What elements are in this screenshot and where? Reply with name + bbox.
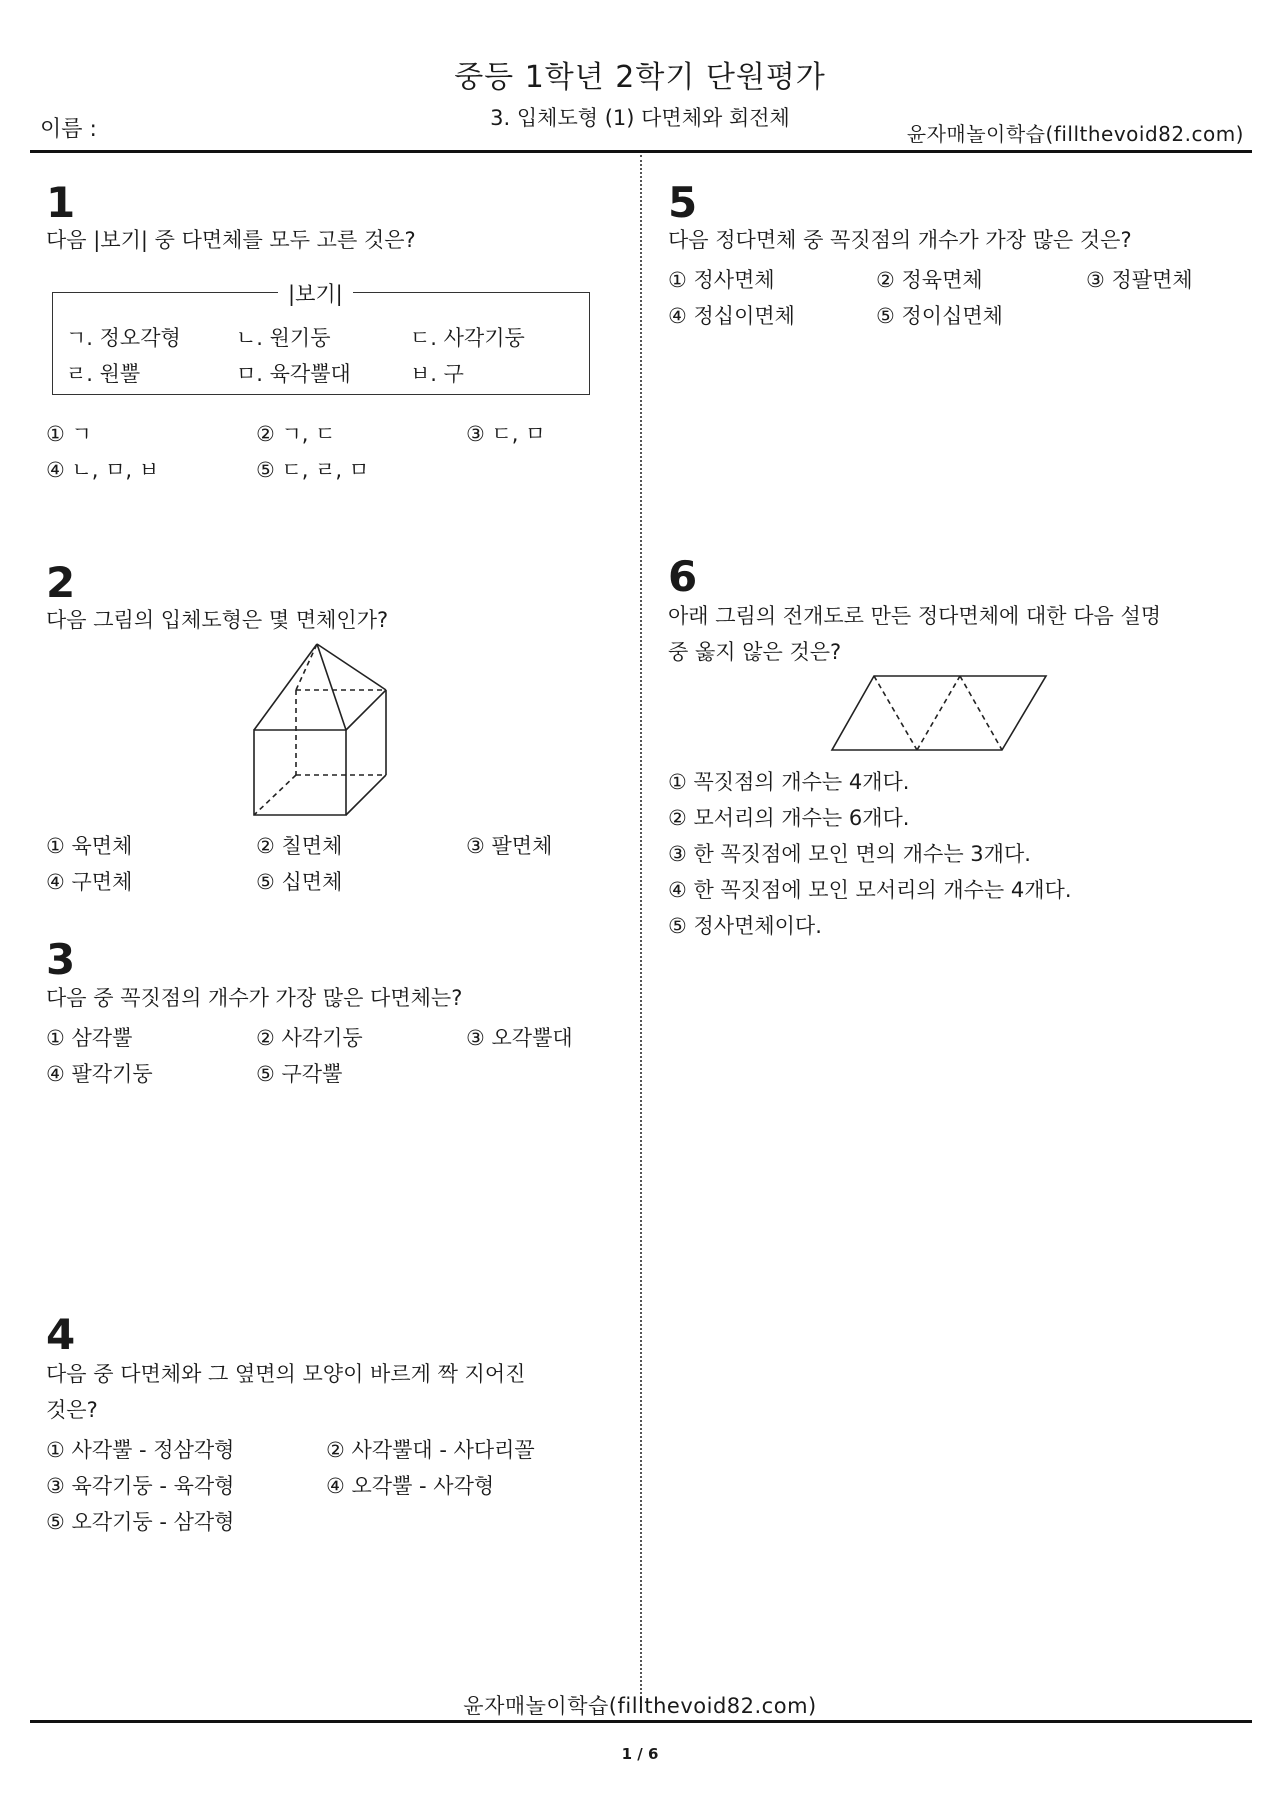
q6-option-1[interactable]: ① 꼭짓점의 개수는 4개다. [668, 770, 910, 794]
q1-bogi-item: ㅂ. 구 [410, 362, 464, 386]
q4-option-3[interactable]: ③ 육각기둥 - 육각형 [46, 1474, 235, 1498]
q3-option-1[interactable]: ① 삼각뿔 [46, 1026, 133, 1050]
q6-option-3[interactable]: ③ 한 꼭짓점에 모인 면의 개수는 3개다. [668, 842, 1031, 866]
q3-option-2[interactable]: ② 사각기둥 [256, 1026, 363, 1050]
q2-option-3[interactable]: ③ 팔면체 [466, 834, 553, 858]
q6-option-2[interactable]: ② 모서리의 개수는 6개다. [668, 806, 910, 830]
q2-option-1[interactable]: ① 육면체 [46, 834, 133, 858]
q6-net-figure [830, 672, 1050, 754]
q1-bogi-title: |보기| [278, 278, 353, 308]
q1-bogi-item: ㄷ. 사각기둥 [410, 326, 525, 350]
q5-option-5[interactable]: ⑤ 정이십면체 [876, 304, 1003, 328]
q2-solid-figure [250, 640, 392, 818]
q2-option-4[interactable]: ④ 구면체 [46, 870, 133, 894]
q5-option-1[interactable]: ① 정사면체 [668, 268, 775, 292]
q1-bogi-item: ㅁ. 육각뿔대 [236, 362, 351, 386]
q5-option-3[interactable]: ③ 정팔면체 [1086, 268, 1193, 292]
q4-text-line1: 다음 중 다면체와 그 옆면의 모양이 바르게 짝 지어진 [46, 1362, 526, 1386]
q1-option-1[interactable]: ① ㄱ [46, 422, 92, 446]
q1-bogi-item: ㄴ. 원기둥 [236, 326, 331, 350]
q5-number: 5 [668, 178, 698, 227]
column-divider [640, 155, 642, 1710]
name-label: 이름 : [40, 117, 97, 142]
page-number: 1 / 6 [621, 1745, 659, 1763]
q3-number: 3 [46, 935, 76, 984]
q1-option-5[interactable]: ⑤ ㄷ, ㄹ, ㅁ [256, 458, 370, 482]
brand-header: 윤자매놀이학습(fillthevoid82.com) [906, 122, 1244, 146]
q1-number: 1 [46, 178, 76, 227]
q3-option-3[interactable]: ③ 오각뿔대 [466, 1026, 573, 1050]
q4-option-2[interactable]: ② 사각뿔대 - 사다리꼴 [326, 1438, 535, 1462]
q2-number: 2 [46, 558, 76, 607]
q6-number: 6 [668, 552, 698, 601]
q2-text: 다음 그림의 입체도형은 몇 면체인가? [46, 608, 389, 632]
q3-text: 다음 중 꼭짓점의 개수가 가장 많은 다면체는? [46, 986, 463, 1010]
page-subtitle: 3. 입체도형 (1) 다면체와 회전체 [490, 106, 790, 130]
q1-text: 다음 |보기| 중 다면체를 모두 고른 것은? [46, 228, 416, 252]
q6-text-line2: 중 옳지 않은 것은? [668, 640, 842, 664]
q2-option-5[interactable]: ⑤ 십면체 [256, 870, 343, 894]
q6-option-5[interactable]: ⑤ 정사면체이다. [668, 914, 822, 938]
q2-option-2[interactable]: ② 칠면체 [256, 834, 343, 858]
q1-option-4[interactable]: ④ ㄴ, ㅁ, ㅂ [46, 458, 160, 482]
q1-bogi-item: ㄹ. 원뿔 [66, 362, 141, 386]
footer-rule [30, 1720, 1252, 1723]
q6-text-line1: 아래 그림의 전개도로 만든 정다면체에 대한 다음 설명 [668, 604, 1162, 628]
q3-option-4[interactable]: ④ 팔각기둥 [46, 1062, 153, 1086]
brand-footer: 윤자매놀이학습(fillthevoid82.com) [463, 1694, 817, 1718]
q1-bogi-item: ㄱ. 정오각형 [66, 326, 181, 350]
q5-text: 다음 정다면체 중 꼭짓점의 개수가 가장 많은 것은? [668, 228, 1132, 252]
q6-option-4[interactable]: ④ 한 꼭짓점에 모인 모서리의 개수는 4개다. [668, 878, 1072, 902]
q1-option-2[interactable]: ② ㄱ, ㄷ [256, 422, 336, 446]
q5-option-2[interactable]: ② 정육면체 [876, 268, 983, 292]
page-title: 중등 1학년 2학기 단원평가 [454, 60, 826, 95]
q4-option-4[interactable]: ④ 오각뿔 - 사각형 [326, 1474, 495, 1498]
q4-option-1[interactable]: ① 사각뿔 - 정삼각형 [46, 1438, 235, 1462]
q5-option-4[interactable]: ④ 정십이면체 [668, 304, 795, 328]
q3-option-5[interactable]: ⑤ 구각뿔 [256, 1062, 343, 1086]
q1-option-3[interactable]: ③ ㄷ, ㅁ [466, 422, 546, 446]
q4-text-line2: 것은? [46, 1398, 98, 1422]
header-rule [30, 150, 1252, 153]
q4-option-5[interactable]: ⑤ 오각기둥 - 삼각형 [46, 1510, 235, 1534]
q4-number: 4 [46, 1310, 76, 1359]
